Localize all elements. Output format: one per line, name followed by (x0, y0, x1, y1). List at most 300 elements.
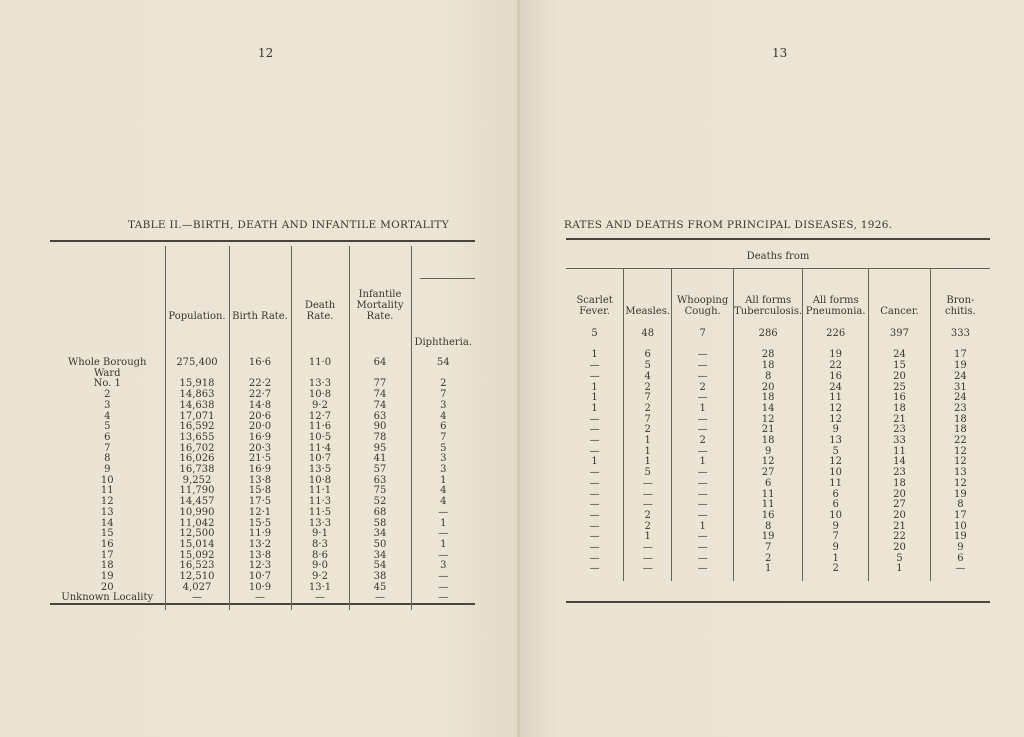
cell-tb: 14 (734, 404, 803, 415)
cell-area: 6 (104, 431, 111, 443)
cell-population: 14,457 (165, 497, 229, 508)
cell-infant: 54 (349, 561, 411, 572)
cell-population: 16,702 (165, 444, 229, 455)
cell-death: 13·5 (291, 465, 349, 476)
table-row (566, 468, 990, 479)
cell-area: 5 (104, 421, 111, 433)
cell-population: 14,863 (165, 390, 229, 401)
table-row (566, 323, 990, 340)
cell-tb: 7 (734, 543, 803, 554)
cell-scarlet: 1 (591, 381, 598, 393)
deaths-from-header: Deaths from (566, 244, 990, 269)
table-row (566, 372, 990, 383)
cell-diph: 3 (411, 401, 475, 412)
cell-infant: 64 (349, 352, 411, 369)
cell-measles: — (624, 564, 672, 581)
cell-death: 11·4 (291, 444, 349, 455)
cell-pneumonia: 12 (803, 457, 869, 468)
cell-whooping: 1 (672, 522, 734, 533)
cell-pneumonia: 22 (803, 361, 869, 372)
cell-bronchitis: 13 (930, 468, 990, 479)
cell-infant: 78 (349, 433, 411, 444)
cell-pneumonia: 5 (803, 447, 869, 458)
table-row (50, 508, 475, 519)
cell-bronchitis: — (930, 564, 990, 581)
area-header (50, 246, 165, 352)
cell-pneumonia: 24 (803, 383, 869, 394)
cell-measles: 2 (624, 425, 672, 436)
cell-area: 11 (100, 485, 114, 497)
measles-header: Measles. (624, 269, 672, 324)
cell-death: 11·3 (291, 497, 349, 508)
cell-population: 4,027 (165, 583, 229, 594)
table-row (566, 532, 990, 543)
cell-measles: 7 (624, 393, 672, 404)
cell-scarlet: — (589, 477, 600, 489)
cell-measles: 4 (624, 372, 672, 383)
cell-scarlet: — (589, 509, 600, 521)
cell-population: 12,510 (165, 572, 229, 583)
cell-bronchitis: 12 (930, 457, 990, 468)
cell-diph: — (411, 508, 475, 519)
cell-population: 11,790 (165, 486, 229, 497)
cell-scarlet: — (589, 360, 600, 372)
cell-tb: 16 (734, 511, 803, 522)
table-row (566, 554, 990, 565)
table-row (50, 401, 475, 412)
table-row (566, 522, 990, 533)
cell-cancer: 1 (869, 564, 931, 581)
cell-measles: 2 (624, 383, 672, 394)
cell-bronchitis: 24 (930, 393, 990, 404)
cell-birth: 20·0 (229, 422, 291, 433)
cell-population: 15,014 (165, 540, 229, 551)
cell-diph: 7 (411, 433, 475, 444)
birth-death-table (50, 246, 475, 610)
cell-cancer: 16 (869, 393, 931, 404)
cell-infant: — (349, 593, 411, 610)
pneumonia-header: All forms Pneumonia. (803, 269, 869, 324)
cell-bronchitis: 19 (930, 490, 990, 501)
cell-cancer: 18 (869, 479, 931, 490)
cell-birth: 21·5 (229, 454, 291, 465)
cell-cancer: 15 (869, 361, 931, 372)
cell-population: 14,638 (165, 401, 229, 412)
table-row (566, 457, 990, 468)
cell-scarlet: — (589, 445, 600, 457)
cell-area: No. 1 (93, 378, 121, 390)
cell-diph: 1 (411, 519, 475, 530)
cell-birth: 16·9 (229, 465, 291, 476)
cell-tb: 21 (734, 425, 803, 436)
cell-area: 20 (100, 581, 114, 593)
cell-scarlet: — (589, 552, 600, 564)
cell-birth: 20·6 (229, 412, 291, 423)
cell-area: 9 (104, 464, 111, 476)
cell-area: 14 (100, 517, 114, 529)
table-row (566, 393, 990, 404)
cell-area: 16 (100, 538, 114, 550)
cell-bronchitis: 31 (930, 383, 990, 394)
table-row (566, 564, 990, 581)
cell-area: 17 (100, 549, 114, 561)
cell-scarlet: — (589, 563, 600, 575)
cell-bronchitis: 12 (930, 479, 990, 490)
cell-infant: 68 (349, 508, 411, 519)
table-title: TABLE II.—BIRTH, DEATH AND INFANTILE MORTALITY (128, 219, 449, 231)
cell-measles: 1 (624, 532, 672, 543)
cell-area: 2 (104, 389, 111, 401)
cell-area: 19 (100, 571, 114, 583)
cell-measles: 5 (624, 361, 672, 372)
cell-cancer: 25 (869, 383, 931, 394)
cell-cancer: 33 (869, 436, 931, 447)
cell-infant: 50 (349, 540, 411, 551)
cell-pneumonia: 10 (803, 511, 869, 522)
table-row (50, 593, 475, 610)
cell-death: 11·0 (291, 352, 349, 369)
cell-bronchitis: 6 (930, 554, 990, 565)
cell-death: — (291, 593, 349, 610)
table-title: RATES AND DEATHS FROM PRINCIPAL DISEASES, 1926. (564, 219, 893, 231)
cell-scarlet: 1 (591, 402, 598, 414)
cell-scarlet: — (589, 520, 600, 532)
cell-cancer: 20 (869, 372, 931, 383)
table-row (566, 415, 990, 426)
cell-birth: 11·9 (229, 529, 291, 540)
cell-diph: 6 (411, 422, 475, 433)
infantile-mortality-header: Infantile Mortality Rate. (349, 246, 411, 352)
cell-scarlet: 1 (591, 392, 598, 404)
header-row (50, 246, 475, 352)
cell-scarlet: 5 (591, 328, 598, 339)
cell-population: 10,990 (165, 508, 229, 519)
cell-pneumonia: 16 (803, 372, 869, 383)
cell-scarlet: — (589, 488, 600, 500)
cell-measles: 48 (624, 323, 672, 340)
cell-death: 10·7 (291, 454, 349, 465)
cell-area: Ward (93, 367, 121, 379)
birth-rate-header: Birth Rate. (229, 246, 291, 352)
table-row (50, 352, 475, 369)
cell-measles: 7 (624, 415, 672, 426)
top-rule (566, 238, 990, 240)
cell-area: 7 (104, 442, 111, 454)
diphtheria-header: Diphtheria. (414, 337, 473, 348)
cell-infant: 77 (349, 379, 411, 390)
cell-whooping: — (672, 479, 734, 490)
cell-tb: 11 (734, 490, 803, 501)
cell-cancer: 20 (869, 511, 931, 522)
cell-diph: — (411, 593, 475, 610)
cell-scarlet: — (589, 542, 600, 554)
cell-population: 16,738 (165, 465, 229, 476)
cell-tb: 28 (734, 350, 803, 361)
cell-infant: 57 (349, 465, 411, 476)
table-row (566, 436, 990, 447)
cell-population: 13,655 (165, 433, 229, 444)
diphtheria-header-cell (411, 246, 475, 352)
cell-bronchitis: 24 (930, 372, 990, 383)
cell-area: Whole Borough (68, 357, 147, 368)
cell-measles: — (624, 543, 672, 554)
cell-scarlet: — (589, 370, 600, 382)
cell-whooping: — (672, 500, 734, 511)
cell-whooping: — (672, 361, 734, 372)
table-row (566, 543, 990, 554)
cell-cancer: 5 (869, 554, 931, 565)
cell-whooping: — (672, 415, 734, 426)
cell-pneumonia: 1 (803, 554, 869, 565)
table-row (566, 425, 990, 436)
cell-birth: 15·5 (229, 519, 291, 530)
cell-diph: 1 (411, 540, 475, 551)
cell-death: 8·6 (291, 551, 349, 562)
cell-birth: 17·5 (229, 497, 291, 508)
cell-whooping: — (672, 490, 734, 501)
cell-population: 17,071 (165, 412, 229, 423)
cell-whooping: 2 (672, 436, 734, 447)
cell-diph: 4 (411, 497, 475, 508)
cell-diph: 2 (411, 379, 475, 390)
cell-infant: 41 (349, 454, 411, 465)
cell-cancer: 14 (869, 457, 931, 468)
cell-pneumonia: 10 (803, 468, 869, 479)
cell-bronchitis: 333 (930, 323, 990, 340)
cell-bronchitis: 12 (930, 447, 990, 458)
cell-pneumonia: 13 (803, 436, 869, 447)
cell-cancer: 18 (869, 404, 931, 415)
cell-cancer: 27 (869, 500, 931, 511)
cell-death: 13·1 (291, 583, 349, 594)
cell-tb: 27 (734, 468, 803, 479)
cell-whooping: — (672, 447, 734, 458)
cell-bronchitis: 19 (930, 532, 990, 543)
cell-infant: 63 (349, 412, 411, 423)
cell-bronchitis: 22 (930, 436, 990, 447)
cell-cancer: 11 (869, 447, 931, 458)
cell-whooping: — (672, 468, 734, 479)
cell-area: 4 (104, 410, 111, 422)
population-header: Population. (165, 246, 229, 352)
cell-pneumonia: 19 (803, 350, 869, 361)
cell-bronchitis: 8 (930, 500, 990, 511)
cell-measles: 2 (624, 404, 672, 415)
cell-scarlet: — (589, 499, 600, 511)
cell-diph: 3 (411, 454, 475, 465)
cell-tb: 18 (734, 361, 803, 372)
cell-infant: 74 (349, 401, 411, 412)
cell-death: 9·0 (291, 561, 349, 572)
cell-death: 8·3 (291, 540, 349, 551)
death-rate-header: Death Rate. (291, 246, 349, 352)
cell-death: 9·2 (291, 401, 349, 412)
cell-whooping: — (672, 372, 734, 383)
cell-tb: 9 (734, 447, 803, 458)
cell-cancer: 21 (869, 415, 931, 426)
cell-death: 10·8 (291, 476, 349, 487)
cell-population: 9,252 (165, 476, 229, 487)
cell-bronchitis: 19 (930, 361, 990, 372)
cell-pneumonia: 2 (803, 564, 869, 581)
cell-scarlet: 1 (591, 349, 598, 361)
cell-birth: — (229, 593, 291, 610)
cell-whooping: — (672, 511, 734, 522)
cell-death: 9·2 (291, 572, 349, 583)
cell-measles: — (624, 479, 672, 490)
top-rule (50, 240, 475, 242)
cell-diph: 5 (411, 444, 475, 455)
cell-pneumonia: 6 (803, 500, 869, 511)
cell-infant: 90 (349, 422, 411, 433)
cell-death: 10·5 (291, 433, 349, 444)
cell-scarlet: — (589, 467, 600, 479)
cell-measles: 6 (624, 350, 672, 361)
cell-measles: 1 (624, 447, 672, 458)
cell-area: 10 (100, 474, 114, 486)
table-row (566, 361, 990, 372)
cell-population: 16,026 (165, 454, 229, 465)
table-row (566, 447, 990, 458)
cell-infant: 74 (349, 390, 411, 401)
page-number: 12 (258, 46, 274, 60)
cell-infant: 63 (349, 476, 411, 487)
cell-bronchitis: 9 (930, 543, 990, 554)
cell-infant: 45 (349, 583, 411, 594)
cell-pneumonia: 12 (803, 415, 869, 426)
cell-population: 16,523 (165, 561, 229, 572)
cell-tb: 18 (734, 436, 803, 447)
cell-population: 12,500 (165, 529, 229, 540)
cell-tb: 12 (734, 457, 803, 468)
cell-birth: 22·2 (229, 379, 291, 390)
cell-whooping: — (672, 554, 734, 565)
cell-scarlet: — (589, 413, 600, 425)
cell-diph: — (411, 572, 475, 583)
cell-tb: 11 (734, 500, 803, 511)
cell-diph: — (411, 529, 475, 540)
cell-population: 275,400 (165, 352, 229, 369)
cell-scarlet: — (589, 424, 600, 436)
table-row (566, 490, 990, 501)
cell-birth: 12·3 (229, 561, 291, 572)
cell-measles: 5 (624, 468, 672, 479)
cell-infant: 52 (349, 497, 411, 508)
cell-tb: 20 (734, 383, 803, 394)
table-row (566, 404, 990, 415)
cell-tb: 286 (734, 323, 803, 340)
cell-whooping: 1 (672, 404, 734, 415)
cell-death: 12·7 (291, 412, 349, 423)
cell-infant: 34 (349, 529, 411, 540)
cell-death: 13·3 (291, 379, 349, 390)
cell-pneumonia: 9 (803, 543, 869, 554)
whooping-cough-header: Whooping Cough. (672, 269, 734, 324)
cell-population: 15,918 (165, 379, 229, 390)
cell-bronchitis: 17 (930, 511, 990, 522)
cell-area: 3 (104, 399, 111, 411)
cell-whooping: — (672, 543, 734, 554)
scarlet-fever-header: Scarlet Fever. (576, 295, 613, 317)
cell-whooping: 1 (672, 457, 734, 468)
cell-diph: 4 (411, 412, 475, 423)
cell-bronchitis: 17 (930, 350, 990, 361)
cell-death: 10·8 (291, 390, 349, 401)
cell-bronchitis: 10 (930, 522, 990, 533)
table-row (566, 479, 990, 490)
header-row (566, 269, 990, 324)
cell-cancer: 397 (869, 323, 931, 340)
deaths-by-disease-table (566, 244, 990, 581)
bronchitis-header: Bron- chitis. (930, 269, 990, 324)
cell-death: 13·3 (291, 519, 349, 530)
cell-whooping: — (672, 564, 734, 581)
cell-diph: — (411, 551, 475, 562)
cell-bronchitis: 18 (930, 415, 990, 426)
cell-infant: 75 (349, 486, 411, 497)
group-header-row (566, 244, 990, 269)
cell-infant: 95 (349, 444, 411, 455)
cell-pneumonia: 11 (803, 479, 869, 490)
cell-cancer: 22 (869, 532, 931, 543)
cell-whooping: — (672, 350, 734, 361)
cell-bronchitis: 23 (930, 404, 990, 415)
cell-area: 15 (100, 528, 114, 540)
cell-diph: 4 (411, 486, 475, 497)
cell-birth: 10·7 (229, 572, 291, 583)
cell-birth: 15·8 (229, 486, 291, 497)
cell-cancer: 23 (869, 468, 931, 479)
cell-measles: 2 (624, 522, 672, 533)
cell-tb: 12 (734, 415, 803, 426)
table-row (566, 340, 990, 351)
cell-diph: 3 (411, 465, 475, 476)
cell-scarlet: 1 (591, 456, 598, 468)
cell-population: 16,592 (165, 422, 229, 433)
header-divider (420, 278, 476, 279)
cell-pneumonia: 11 (803, 393, 869, 404)
cell-area: 12 (100, 496, 114, 508)
tuberculosis-header: All forms Tuberculosis. (734, 269, 803, 324)
cell-birth: 20·3 (229, 444, 291, 455)
cell-whooping: — (672, 532, 734, 543)
cell-cancer: 20 (869, 490, 931, 501)
cell-cancer: 21 (869, 522, 931, 533)
cell-whooping: 2 (672, 383, 734, 394)
cell-death: 11·6 (291, 422, 349, 433)
cell-birth: 13·8 (229, 476, 291, 487)
cell-area: 8 (104, 453, 111, 465)
cell-cancer: 20 (869, 543, 931, 554)
cell-death: 11·5 (291, 508, 349, 519)
cell-tb: 8 (734, 522, 803, 533)
table-row (566, 350, 990, 361)
cell-birth: 14·8 (229, 401, 291, 412)
cell-birth: 12·1 (229, 508, 291, 519)
cell-diph: 1 (411, 476, 475, 487)
cell-population: 11,042 (165, 519, 229, 530)
cell-birth: 10·9 (229, 583, 291, 594)
cell-tb: 2 (734, 554, 803, 565)
table-row (566, 511, 990, 522)
cell-birth: 22·7 (229, 390, 291, 401)
cell-measles: 2 (624, 511, 672, 522)
cell-diph: 7 (411, 390, 475, 401)
cell-measles: — (624, 500, 672, 511)
cell-pneumonia: 226 (803, 323, 869, 340)
cell-scarlet: — (589, 435, 600, 447)
cell-tb: 8 (734, 372, 803, 383)
